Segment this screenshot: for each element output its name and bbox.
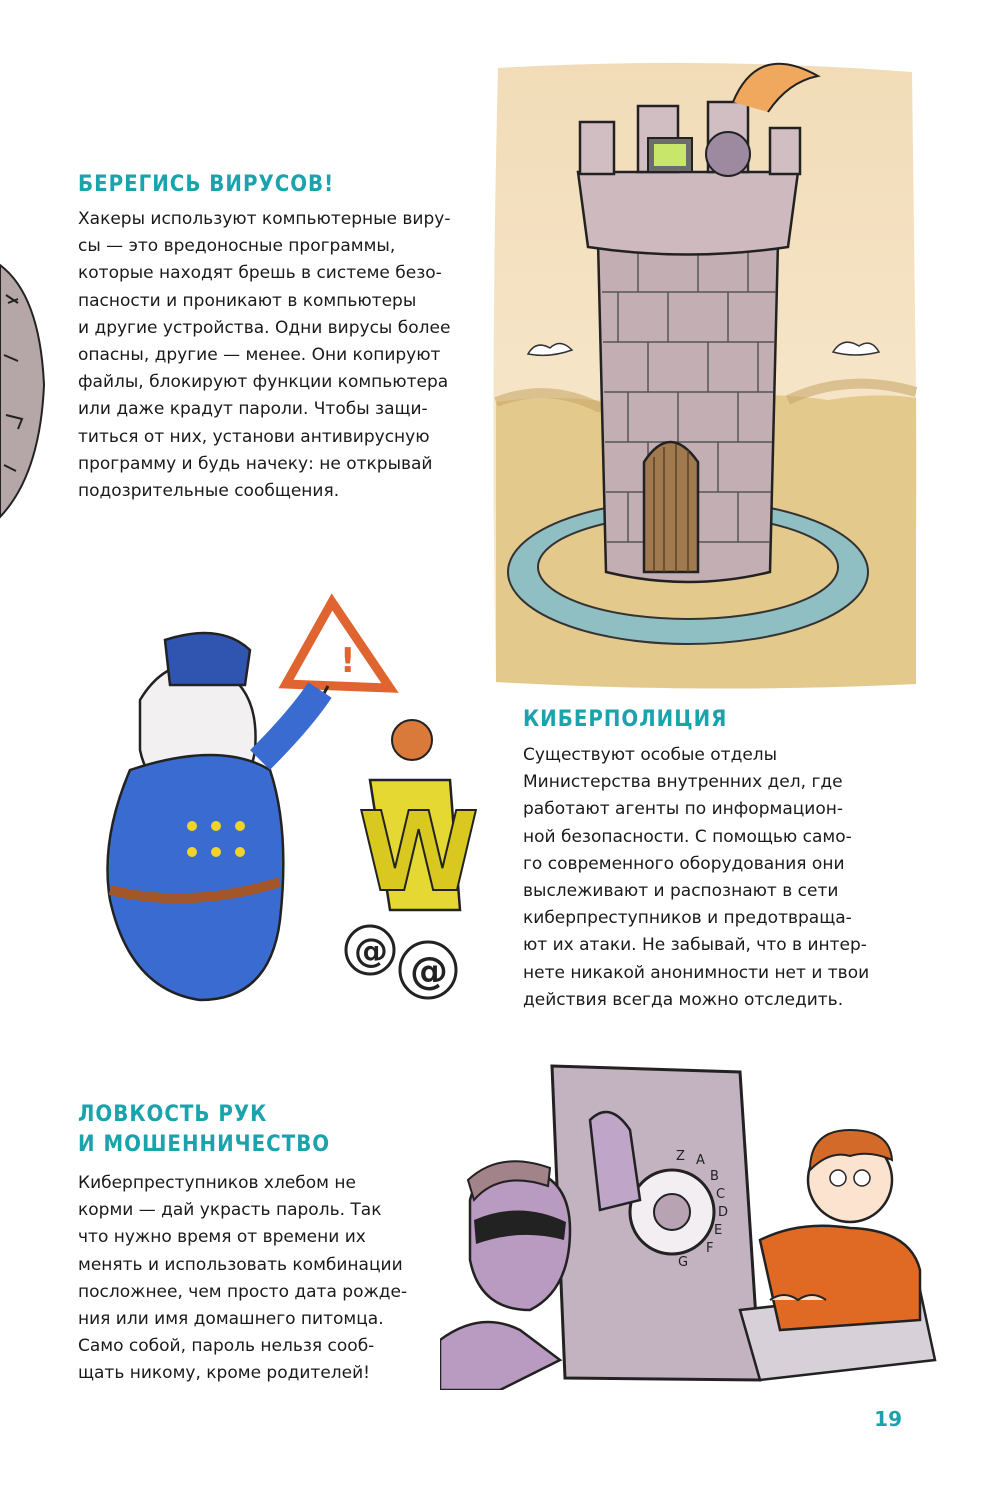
cyberpolice-heading: КИБЕРПОЛИЦИЯ <box>523 707 728 732</box>
dial-letter-a: A <box>696 1153 705 1168</box>
letter-w: W <box>358 788 480 916</box>
wheel-at-left: @ <box>354 931 388 971</box>
dial-letter-f: F <box>706 1241 714 1256</box>
page-number: 19 <box>874 1407 902 1431</box>
viruses-paragraph: Хакеры используют компьютерные виру- сы — это вредоносные программы, которые находят брешь в системе безо- пасности и проникают в компьютеры и другие устройства. Одни вирусы более опасны, другие — менее. Они копируют файлы, блокируют функции компьютера или даже крадут пароли. Чтобы защи- титься от них, установи антивирусную программу и будь начеку: не открывай подозрительные сообщения. <box>78 209 451 502</box>
dial-letter-c: C <box>716 1187 726 1202</box>
dial-letter-e: E <box>714 1223 723 1238</box>
cyberpolice-paragraph: Существуют особые отделы Министерства внутренних дел, где работают агенты по информацион- ной безопасности. С помощью само- го современного оборудования они выслеживают и распознают в сети киберпреступников и предотвраща- ют их атаки. Не забывай, что в интер- нете никакой анонимности нет и твои действия всегда можно отследить. <box>523 745 870 1010</box>
dial-letter-b: B <box>710 1169 719 1184</box>
tower-illustration <box>488 62 920 694</box>
dial-letter-z: Z <box>676 1149 685 1164</box>
viruses-heading: БЕРЕГИСЬ ВИРУСОВ! <box>78 172 335 197</box>
fraud-paragraph: Киберпреступников хлебом не корми — дай украсть пароль. Так что нужно время от времени их менять и использовать комбинации посложнее, чем просто дата рожде- ния или имя домашнего питомца. Само собой, пароль нельзя сооб- щать никому, кроме родителей! <box>78 1173 408 1384</box>
policeman-illustration <box>70 590 530 1020</box>
dial-letter-g: G <box>678 1255 689 1270</box>
warning-sign-mark: ! <box>340 641 356 681</box>
fraud-heading: ЛОВКОСТЬ РУК И МОШЕННИЧЕСТВО <box>78 1102 331 1157</box>
dial-letter-d: D <box>718 1205 729 1220</box>
laptop-thief-illustration <box>440 1060 940 1390</box>
left-edge-drawing <box>0 255 50 525</box>
wheel-at-right: @ <box>410 949 448 993</box>
